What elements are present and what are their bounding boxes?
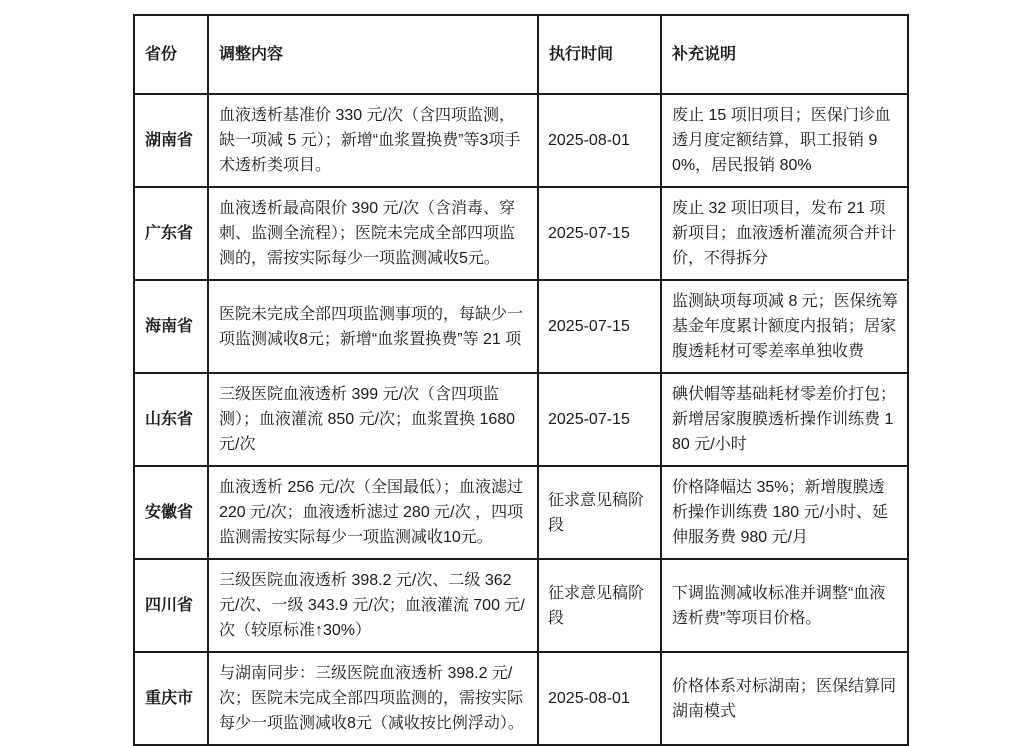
time-cell: 征求意见稿阶段 <box>538 466 661 559</box>
province-cell: 安徽省 <box>134 466 208 559</box>
content-cell: 血液透析基准价 330 元/次（含四项监测，缺一项减 5 元）；新增“血浆置换费”等3项手术透析类项目。 <box>208 94 538 187</box>
dialysis-pricing-table-wrap <box>133 14 909 746</box>
notes-cell: 价格体系对标湖南；医保结算同湖南模式 <box>661 652 908 745</box>
province-cell: 重庆市 <box>134 652 208 745</box>
time-cell: 2025-08-01 <box>538 652 661 745</box>
notes-cell: 价格降幅达 35%；新增腹膜透析操作训练费 180 元/小时、延伸服务费 980 元/月 <box>661 466 908 559</box>
province-cell: 广东省 <box>134 187 208 280</box>
province-cell: 山东省 <box>134 373 208 466</box>
province-cell: 四川省 <box>134 559 208 652</box>
header-cell-content: 调整内容 <box>208 15 538 94</box>
table-row-anhui <box>134 466 908 559</box>
table-row-chongqing <box>134 652 908 745</box>
content-cell: 三级医院血液透析 398.2 元/次、二级 362 元/次、一级 343.9 元/次；血液灌流 700 元/次（较原标准↑30%） <box>208 559 538 652</box>
table-row-shandong <box>134 373 908 466</box>
province-cell: 湖南省 <box>134 94 208 187</box>
notes-cell: 监测缺项每项减 8 元；医保统筹基金年度累计额度内报销；居家腹透耗材可零差率单独收费 <box>661 280 908 373</box>
table-row-hunan <box>134 94 908 187</box>
time-cell: 2025-08-01 <box>538 94 661 187</box>
time-cell: 2025-07-15 <box>538 373 661 466</box>
table-row-hainan <box>134 280 908 373</box>
header-cell-province: 省份 <box>134 15 208 94</box>
content-cell: 与湖南同步：三级医院血液透析 398.2 元/次；医院未完成全部四项监测的，需按实际每少一项监测减收8元（减收按比例浮动）。 <box>208 652 538 745</box>
header-cell-notes: 补充说明 <box>661 15 908 94</box>
content-cell: 医院未完成全部四项监测事项的，每缺少一项监测减收8元；新增“血浆置换费”等 21 项 <box>208 280 538 373</box>
time-cell: 2025-07-15 <box>538 187 661 280</box>
dialysis-pricing-table <box>133 14 909 746</box>
content-cell: 血液透析最高限价 390 元/次（含消毒、穿刺、监测全流程）；医院未完成全部四项监测的，需按实际每少一项监测减收5元。 <box>208 187 538 280</box>
notes-cell: 碘伏帽等基础耗材零差价打包；新增居家腹膜透析操作训练费 180 元/小时 <box>661 373 908 466</box>
notes-cell: 废止 32 项旧项目，发布 21 项新项目；血液透析灌流须合并计价，不得拆分 <box>661 187 908 280</box>
time-cell: 征求意见稿阶段 <box>538 559 661 652</box>
time-cell: 2025-07-15 <box>538 280 661 373</box>
notes-cell: 下调监测减收标准并调整“血液透析费”等项目价格。 <box>661 559 908 652</box>
table-row-sichuan <box>134 559 908 652</box>
province-cell: 海南省 <box>134 280 208 373</box>
content-cell: 血液透析 256 元/次（全国最低）；血液滤过 220 元/次；血液透析滤过 280 元/次 ，四项监测需按实际每少一项监测减收10元。 <box>208 466 538 559</box>
header-cell-time: 执行时间 <box>538 15 661 94</box>
notes-cell: 废止 15 项旧项目；医保门诊血透月度定额结算，职工报销 90%，居民报销 80% <box>661 94 908 187</box>
table-header-row <box>134 15 908 94</box>
table-row-guangdong <box>134 187 908 280</box>
content-cell: 三级医院血液透析 399 元/次（含四项监测）；血液灌流 850 元/次；血浆置换 1680 元/次 <box>208 373 538 466</box>
